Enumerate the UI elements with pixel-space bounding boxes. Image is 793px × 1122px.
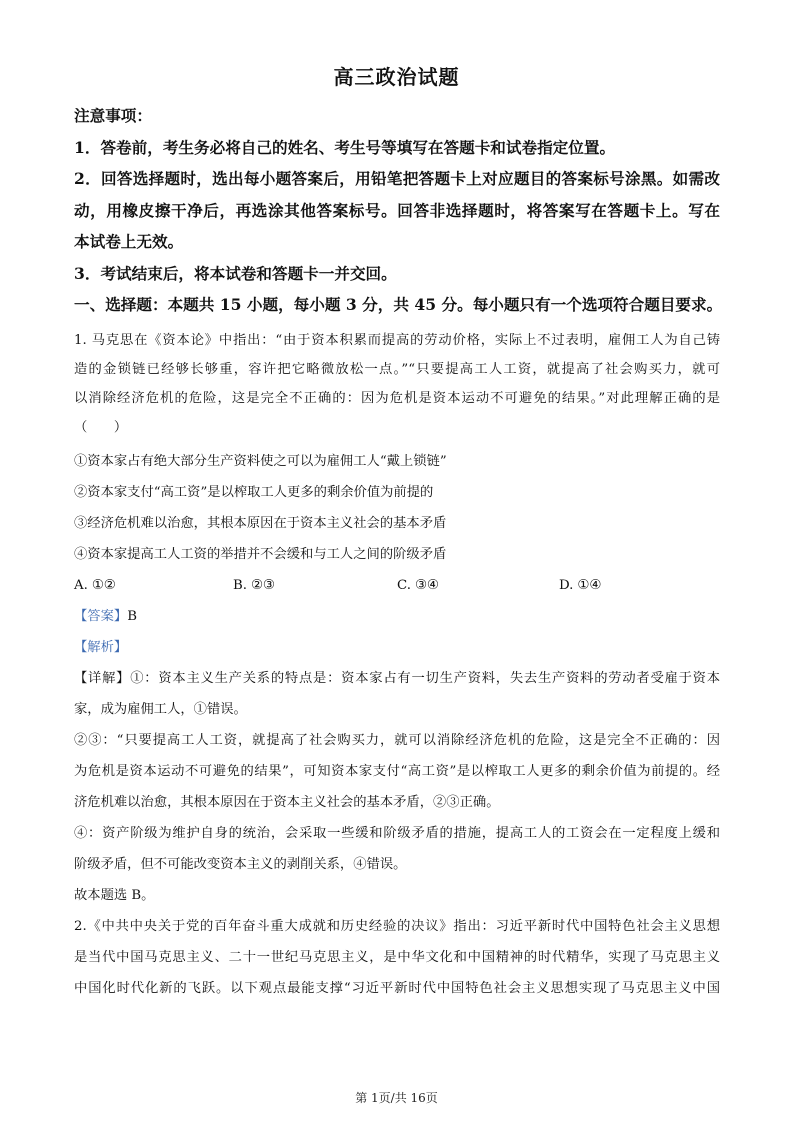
statement-4: ④资本家提高工人工资的举措并不会缓和与工人之间的阶级矛盾: [74, 546, 447, 562]
detail-2-line-2: 为危机是资本运动不可避免的结果”，可知资本家支付“高工资”是以榨取工人更多的剩余价值为前提的。经: [74, 763, 720, 779]
notice-item-1: 1．答卷前，考生务必将自己的姓名、考生号等填写在答题卡和试卷指定位置。: [74, 137, 616, 157]
option-b: [233, 570, 397, 601]
option-text: ③④: [414, 577, 439, 593]
option-a: [74, 570, 233, 601]
notice-heading: 注意事项：: [74, 106, 152, 125]
question-2-stem-line: 中国化时代化新的飞跃。以下观点最能支撑“习近平新时代中国特色社会主义思想实现了马克思主义中国: [74, 980, 720, 996]
statement-1: ①资本家占有绝大部分生产资料使之可以为雇佣工人“戴上锁链”: [74, 453, 447, 469]
option-label: C.: [397, 577, 411, 593]
page-footer: 第 1页/共 16页: [355, 1091, 438, 1105]
option-c: [397, 570, 559, 601]
answer-value: B: [127, 608, 137, 624]
question-body: [74, 446, 720, 1004]
option-text: ①④: [577, 577, 602, 593]
question-1-stem: [74, 326, 720, 442]
conclusion: 故本题选 B。: [74, 887, 155, 903]
option-label: B.: [233, 577, 247, 593]
option-label: A.: [74, 577, 88, 593]
statement-3: ③经济危机难以治愈，其根本原因在于资本主义社会的基本矛盾: [74, 515, 447, 531]
notice-item-2-line-2: 动，用橡皮擦干净后，再选涂其他答案标号。回答非选择题时，将答案写在答题卡上。写在: [74, 200, 720, 220]
detail-text: ①：资本主义生产关系的特点是：资本家占有一切生产资料，失去生产资料的劳动者受雇于资本: [130, 670, 721, 686]
detail-3-line-2: 阶级矛盾，但不可能改变资本主义的剥削关系，④错误。: [74, 856, 407, 872]
analysis-line: [74, 632, 720, 663]
detail-1-line-1: [74, 663, 720, 694]
options-row: [74, 570, 720, 601]
page-title: 高三政治试题: [333, 65, 460, 89]
analysis-tag: 【解析】: [74, 639, 128, 655]
question-2-stem-line: 是当代中国马克思主义、二十一世纪马克思主义，是中华文化和中国精神的时代精华，实现了马克思主义: [74, 949, 720, 965]
detail-tag: 【详解】: [74, 670, 131, 686]
section-heading: 一、选择题：本题共 15 小题，每小题 3 分，共 45 分。每小题只有一个选项符合题目要求。: [74, 295, 723, 314]
page-content: [74, 100, 723, 1004]
answer-line: [74, 601, 720, 632]
answer-tag: 【答案】: [74, 608, 128, 624]
question-1-stem-line: 造的金锁链已经够长够重，容许把它略微放松一点。”“只要提高工人工资，就提高了社会购买力，就可: [74, 362, 720, 377]
question-1-stem-line: 以消除经济危机的危险，这是完全不正确的：因为危机是资本运动不可避免的结果。”对此理解正确的是: [74, 391, 720, 406]
notice-section: [74, 100, 723, 321]
notice-item-3: 3．考试结束后，将本试卷和答题卡一并交回。: [74, 263, 397, 283]
detail-2-line-1: ②③：“只要提高工人工资，就提高了社会购买力，就可以消除经济危机的危险，这是完全不正确的：因: [74, 732, 720, 748]
answer-blank: （ ）: [74, 420, 128, 435]
notice-item-2-line-1: 2．回答选择题时，选出每小题答案后，用铅笔把答题卡上对应题目的答案标号涂黑。如需改: [74, 169, 720, 188]
detail-2-line-3: 济危机难以治愈，其根本原因在于资本主义社会的基本矛盾，②③正确。: [74, 794, 500, 810]
question-2-stem-line: 2.《中共中央关于党的百年奋斗重大成就和历史经验的决议》指出：习近平新时代中国特色社会主义思想: [74, 918, 720, 934]
option-label: D.: [559, 577, 574, 593]
detail-1-line-2: 家，成为雇佣工人，①错误。: [74, 701, 247, 717]
notice-item-2-line-3: 本试卷上无效。: [74, 232, 184, 251]
option-text: ①②: [91, 577, 116, 593]
statement-2: ②资本家支付“高工资”是以榨取工人更多的剩余价值为前提的: [74, 484, 434, 500]
option-text: ②③: [251, 577, 275, 593]
question-1-stem-line: 1. 马克思在《资本论》中指出：“由于资本积累而提高的劳动价格，实际上不过表明，雇佣工人为自己铸: [74, 333, 720, 348]
detail-3-line-1: ④：资产阶级为维护自身的统治，会采取一些缓和阶级矛盾的措施，提高工人的工资会在一定程度上缓和: [74, 825, 720, 841]
option-d: [559, 570, 601, 601]
